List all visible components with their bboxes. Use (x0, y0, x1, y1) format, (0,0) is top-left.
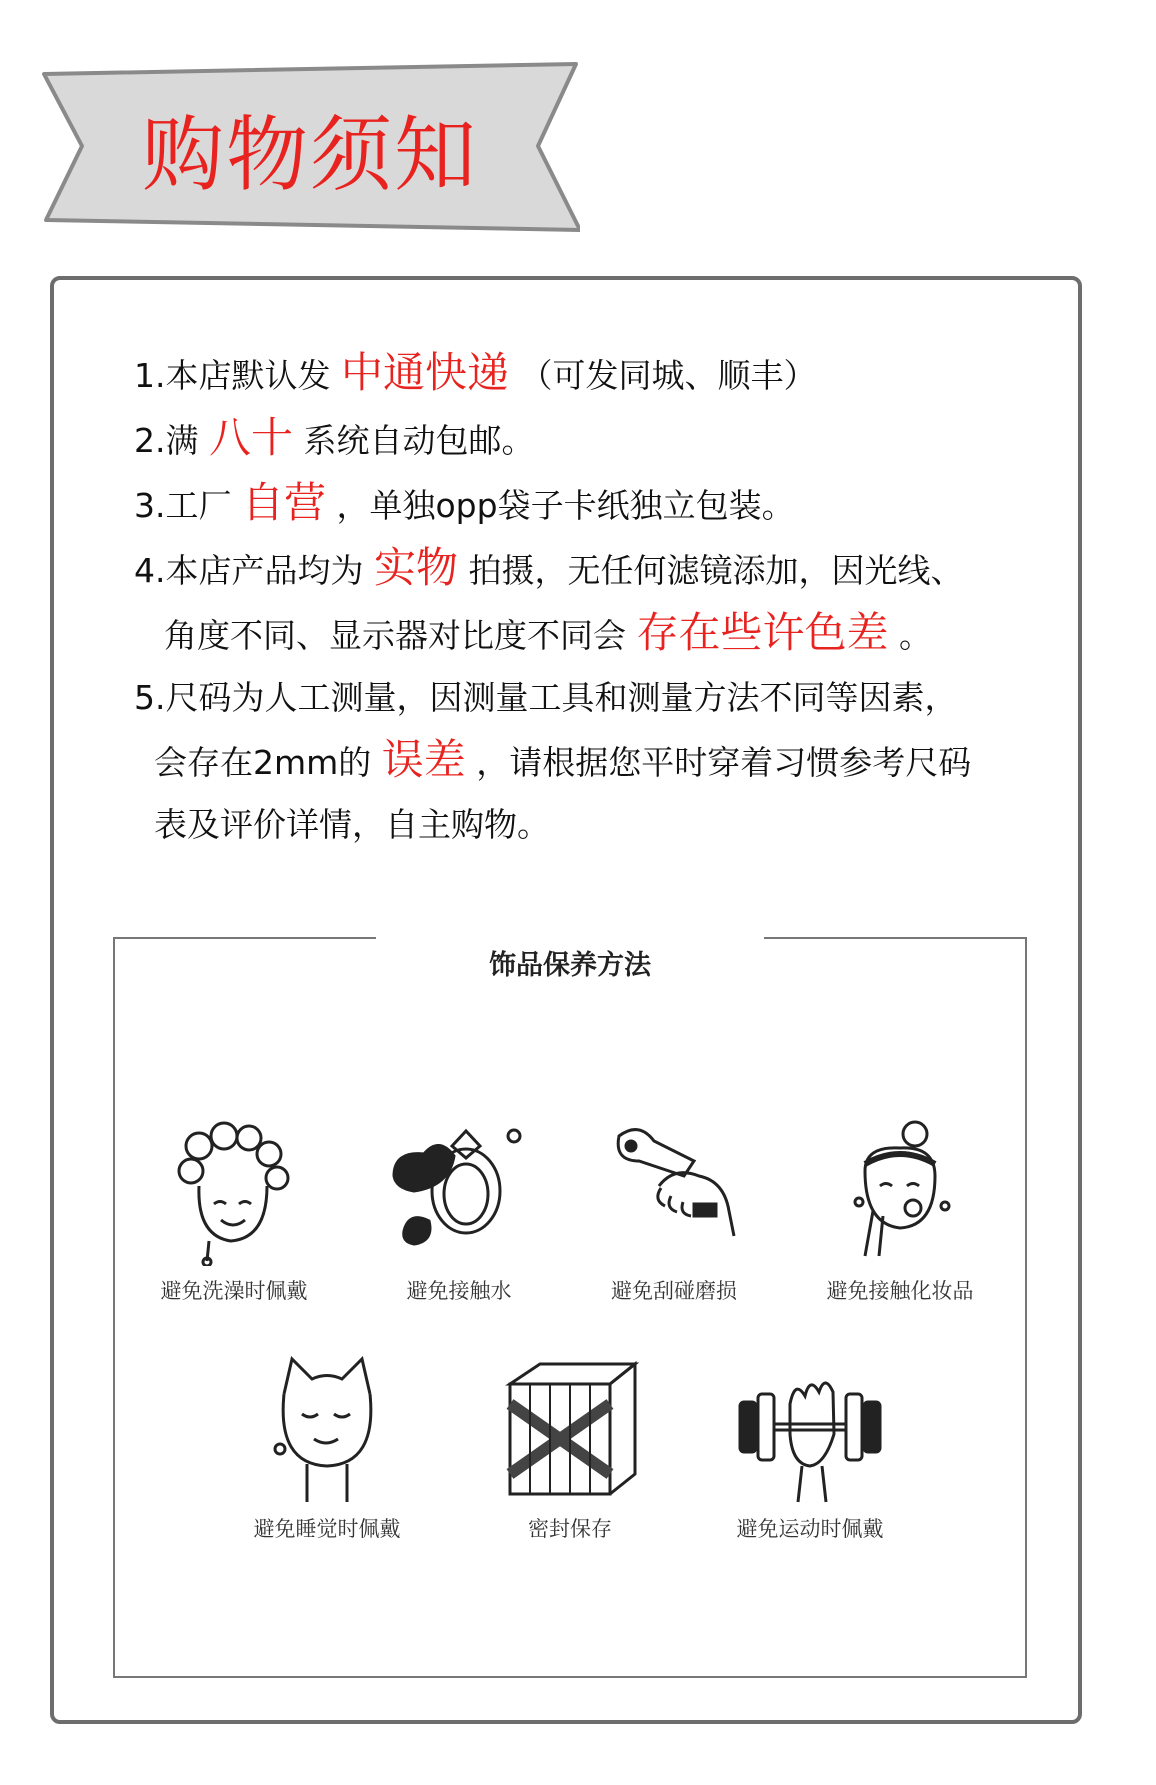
note-line-5-end: 表及评价详情，自主购物。 (154, 805, 550, 844)
note-line-5: 5.尺码为人工测量，因测量工具和测量方法不同等因素， (134, 678, 958, 717)
note-highlight: 实物 (373, 543, 458, 592)
note-line-1: 1.本店默认发 中通快递 （可发同城、顺丰） (134, 348, 817, 397)
makeup-face-icon (835, 1116, 965, 1266)
note-line-4: 4.本店产品均为 实物 拍摄，无任何滤镜添加，因光线、 (134, 543, 964, 592)
banner-title: 购物须知 (141, 108, 478, 203)
note-line-4-cont: 角度不同、显示器对比度不同会 存在些许色差 。 (164, 608, 933, 657)
sleeping-face-icon (262, 1354, 392, 1504)
title-banner (40, 58, 580, 234)
care-item-label: 避免睡觉时佩戴 (253, 1517, 401, 1541)
care-frame (112, 936, 1028, 1679)
care-item-shower (134, 1116, 334, 1306)
care-title: 饰品保养方法 (489, 950, 651, 981)
care-item-sport (710, 1354, 910, 1544)
note-highlight: 八十 (208, 413, 293, 462)
care-item-label: 避免洗澡时佩戴 (160, 1279, 308, 1303)
care-item-scratch (574, 1116, 774, 1306)
care-item-label: 密封保存 (528, 1517, 612, 1541)
care-item-sealed (470, 1354, 670, 1544)
care-item-label: 避免运动时佩戴 (736, 1517, 884, 1541)
care-item-label: 避免刮碰磨损 (611, 1279, 737, 1303)
note-line-2: 2.满 八十 系统自动包邮。 (134, 413, 535, 462)
jewelry-care-section (112, 936, 1028, 1679)
shopping-notes (134, 342, 1034, 856)
note-line-5-cont: 会存在2mm的 误差 ，请根据您平时穿着习惯参考尺码 (154, 735, 972, 784)
care-item-label: 避免接触化妆品 (826, 1279, 974, 1303)
note-highlight: 误差 (381, 735, 466, 784)
scratch-hand-icon (599, 1116, 749, 1266)
note-highlight: 自营 (241, 478, 326, 527)
dumbbell-icon (730, 1354, 890, 1504)
note-highlight: 中通快递 (340, 348, 509, 397)
care-item-makeup (800, 1116, 1000, 1306)
care-item-water (359, 1116, 559, 1306)
note-line-3: 3.工厂 自营 ，单独opp袋子卡纸独立包装。 (134, 478, 795, 527)
care-item-label: 避免接触水 (406, 1279, 512, 1303)
sealed-box-icon (500, 1354, 640, 1504)
care-item-sleep (227, 1354, 427, 1544)
note-highlight: 存在些许色差 (636, 608, 889, 657)
shower-icon (169, 1116, 299, 1266)
ring-water-icon (384, 1116, 534, 1266)
